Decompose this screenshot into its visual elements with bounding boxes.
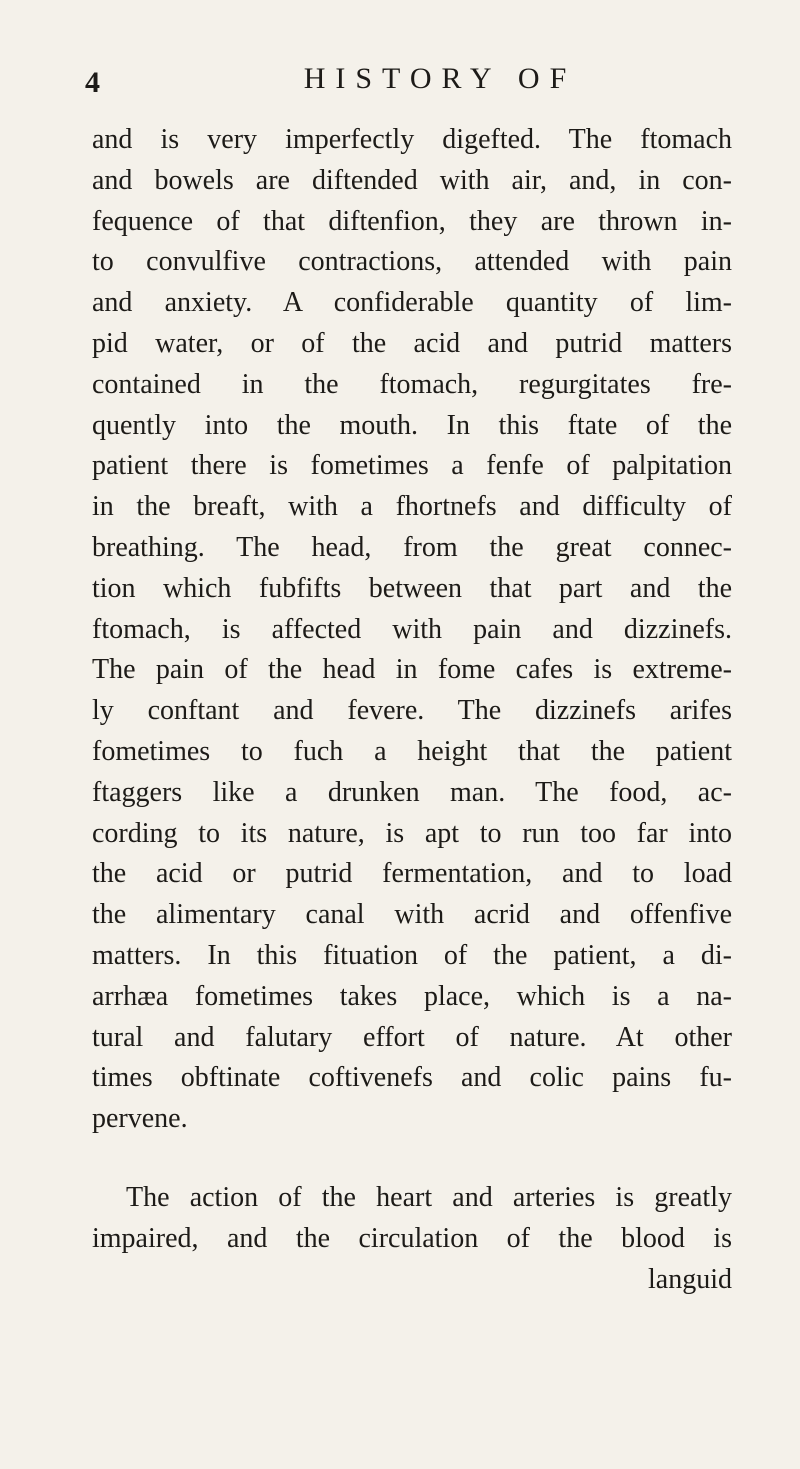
- text-line: arrhæa fometimes takes place, which is a na-: [92, 980, 732, 1012]
- text-line: to convulfive contractions, attended with pain: [92, 246, 732, 278]
- running-title: HISTORY OF: [303, 62, 577, 95]
- text-line: cording to its nature, is apt to run too far into: [92, 817, 732, 849]
- text-line: breathing. The head, from the great connec-: [92, 531, 732, 563]
- paragraph-gap: [92, 1140, 732, 1178]
- text-line: and anxiety. A confiderable quantity of lim-: [92, 287, 732, 319]
- catchword: languid: [648, 1263, 732, 1295]
- text-line: and bowels are diftended with air, and, in con-: [92, 164, 732, 196]
- text-line: pid water, or of the acid and putrid matters: [92, 327, 732, 359]
- text-line: fometimes to fuch a height that the patient: [92, 735, 732, 767]
- text-line: and is very imperfectly digefted. The ftomach: [92, 124, 732, 155]
- paragraph-1: [92, 120, 732, 1140]
- text-line: ftomach, is affected with pain and dizzinefs.: [92, 613, 732, 645]
- text-line: in the breaft, with a fhortnefs and difficulty of: [92, 491, 732, 523]
- text-line: ftaggers like a drunken man. The food, ac-: [92, 776, 732, 808]
- text-line: tural and falutary effort of nature. At other: [92, 1021, 732, 1053]
- text-line: pervene.: [92, 1103, 188, 1135]
- text-line: The action of the heart and arteries is greatly: [126, 1181, 732, 1213]
- text-line: the alimentary canal with acrid and offenfive: [92, 899, 732, 931]
- text-line: The pain of the head in fome cafes is extreme-: [92, 654, 732, 686]
- text-line: tion which fubfifts between that part and the: [92, 572, 732, 604]
- text-line: ly conftant and fevere. The dizzinefs arifes: [92, 695, 732, 727]
- text-line: matters. In this fituation of the patient, a di-: [92, 939, 732, 971]
- text-line: quently into the mouth. In this ftate of the: [92, 409, 732, 441]
- page-number: 4: [85, 66, 100, 99]
- text-line: fequence of that diftenfion, they are thrown in-: [92, 205, 732, 237]
- text-line: patient there is fometimes a fenfe of palpitation: [92, 450, 732, 482]
- text-line: times obftinate coftivenefs and colic pains fu-: [92, 1062, 732, 1094]
- text-line: impaired, and the circulation of the blood is: [92, 1222, 732, 1254]
- text-line: the acid or putrid fermentation, and to load: [92, 858, 732, 890]
- paragraph-2: [92, 1178, 732, 1300]
- page-header: [85, 58, 725, 108]
- text-line: contained in the ftomach, regurgitates fre-: [92, 368, 732, 400]
- body-text: [92, 120, 732, 1300]
